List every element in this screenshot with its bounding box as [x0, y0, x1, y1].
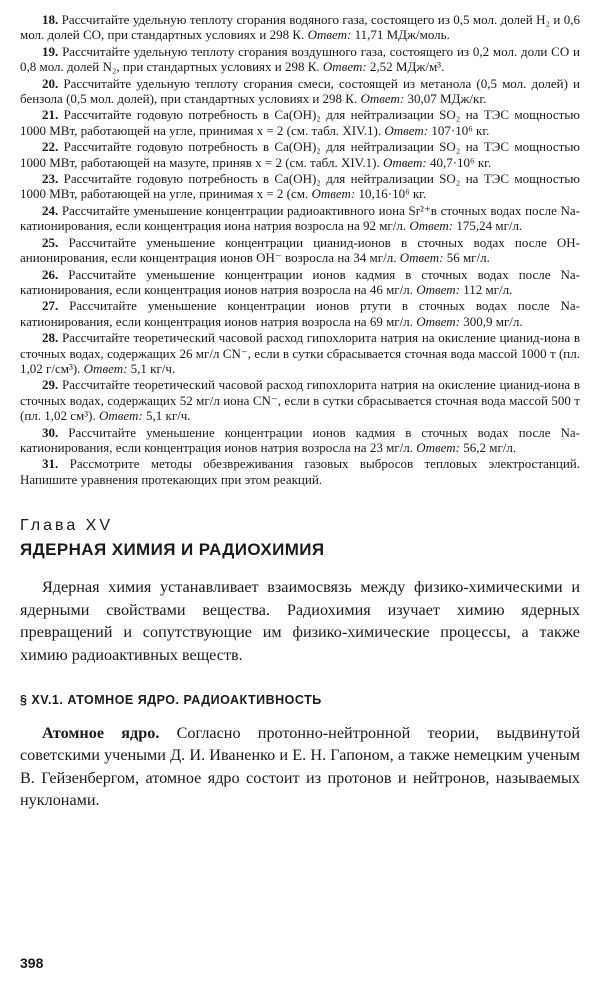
problem-29: 29. Рассчитайте теоретический часовой расход гипохлорита натрия на окисление цианид-иона в сточных водах, содержащих 52 мг/л иона CN⁻, если в сутки сбрасывается сточная вода массой 500 т (пл. 1,02 см³). Ответ: 5,1 кг/ч. — [20, 377, 581, 424]
chapter-title: ЯДЕРНАЯ ХИМИЯ И РАДИОХИМИЯ — [20, 540, 325, 560]
page-number: 398 — [20, 955, 44, 971]
section-title: § XV.1. АТОМНОЕ ЯДРО. РАДИОАКТИВНОСТЬ — [20, 692, 322, 707]
problem-list — [20, 12, 580, 487]
problem-23: 23. Рассчитайте годовую потребность в Ca(OH)₂ для нейтрализации SO₂ на ТЭС мощностью 1000 МВт, работающей на угле, принимая x = 2 (см. Ответ: 10,16·10⁶ кг. — [20, 171, 581, 202]
problem-31: 31. Рассмотрите методы обезвреживания газовых выбросов тепловых электростанций. Напишите уравнения протекающих при этом реакций. — [20, 456, 581, 487]
problem-25: 25. Рассчитайте уменьшение концентрации цианид-ионов в сточных водах после OH-анионирования, если концентрация ионов OH⁻ возросла на 34 мг/л. Ответ: 56 мг/л. — [20, 234, 581, 266]
paragraph-lead: Атомное ядро. — [42, 723, 160, 742]
problem-24: 24. Рассчитайте уменьшение концентрации радиоактивного иона Sr²⁺в сточных водах после Na-катионирования, если концентрация иона натрия возросла на 92 мг/л. Ответ: 175,24 мг/л. — [20, 202, 580, 234]
problem-26: 26. Рассчитайте уменьшение концентрации ионов кадмия в сточных водах после Na-катионирования, если концентрация ионов натрия возросла на 46 мг/л. Ответ: 112 мг/л. — [20, 266, 580, 297]
problem-18: 18. Рассчитайте удельную теплоту сгорания водяного газа, состоящего из 0,5 мол. долей H₂ и 0,6 мол. долей CO, при стандартных условиях и 298 К. Ответ: 11,71 МДж/моль. — [20, 12, 580, 43]
section-paragraph — [20, 722, 580, 812]
problem-28: 28. Рассчитайте теоретический часовой расход гипохлорита натрия на окисление цианид-иона в сточных водах, содержащих 26 мг/л CN⁻, если в сутки сбрасывается сточная вода массой 1000 т (пл. 1,02 г/см³). Ответ: 5,1 кг/ч. — [20, 330, 581, 376]
problem-22: 22. Рассчитайте годовую потребность в Ca(OH)₂ для нейтрализации SO₂ на ТЭС мощностью 1000 МВт, работающей на мазуте, приняв x = 2 (см. табл. XIV.1). Ответ: 40,7·10⁶ кг. — [20, 139, 581, 170]
chapter-label: Глава XV — [20, 517, 114, 535]
problem-27: 27. Рассчитайте уменьшение концентрации ионов ртути в сточных водах после Na-катионирования, если концентрация ионов натрия возросла на 69 мг/л. Ответ: 300,9 мг/л. — [20, 298, 580, 329]
paragraph-text: Согласно протонно-нейтронной теории, выдвинутой советскими учеными Д. И. Иваненко и Е. Н. Гапоном, а также немецким ученым В. Гейзенбергом, атомное ядро состоит из протонов и нейтронов, называемых нуклонами. — [20, 723, 580, 810]
problem-19: 19. Рассчитайте удельную теплоту сгорания воздушного газа, состоящего из 0,2 мол. доли CO и 0,8 мол. долей N₂, при стандартных условиях и 298 К. Ответ: 2,52 МДж/м³. — [20, 43, 581, 75]
problem-30: 30. Рассчитайте уменьшение концентрации ионов кадмия в сточных водах после Na-катионирования, если концентрация ионов натрия возросла на 23 мг/л. Ответ: 56,2 мг/л. — [20, 424, 580, 455]
page-content — [20, 12, 580, 828]
problem-21: 21. Рассчитайте годовую потребность в Ca(OH)₂ для нейтрализации SO₂ на ТЭС мощностью 1000 МВт, работающей на угле, принимая x = 2 (см. табл. XIV.1). Ответ: 107·10⁶ кг. — [20, 107, 581, 138]
chapter-intro: Ядерная химия устанавливает взаимосвязь между физико-химическими и ядерными свойствами вещества. Радиохимия изучает химию ядерных превращений и сопутствующие им физико-химические процессы, а также химию радиоактивных веществ. — [20, 578, 580, 664]
problem-20: 20. Рассчитайте удельную теплоту сгорания смеси, состоящей из метанола (0,5 мол. долей) и бензола (0,5 мол. долей), при стандартных условиях и 298 К. Ответ: 30,07 МДж/кг. — [20, 75, 581, 107]
